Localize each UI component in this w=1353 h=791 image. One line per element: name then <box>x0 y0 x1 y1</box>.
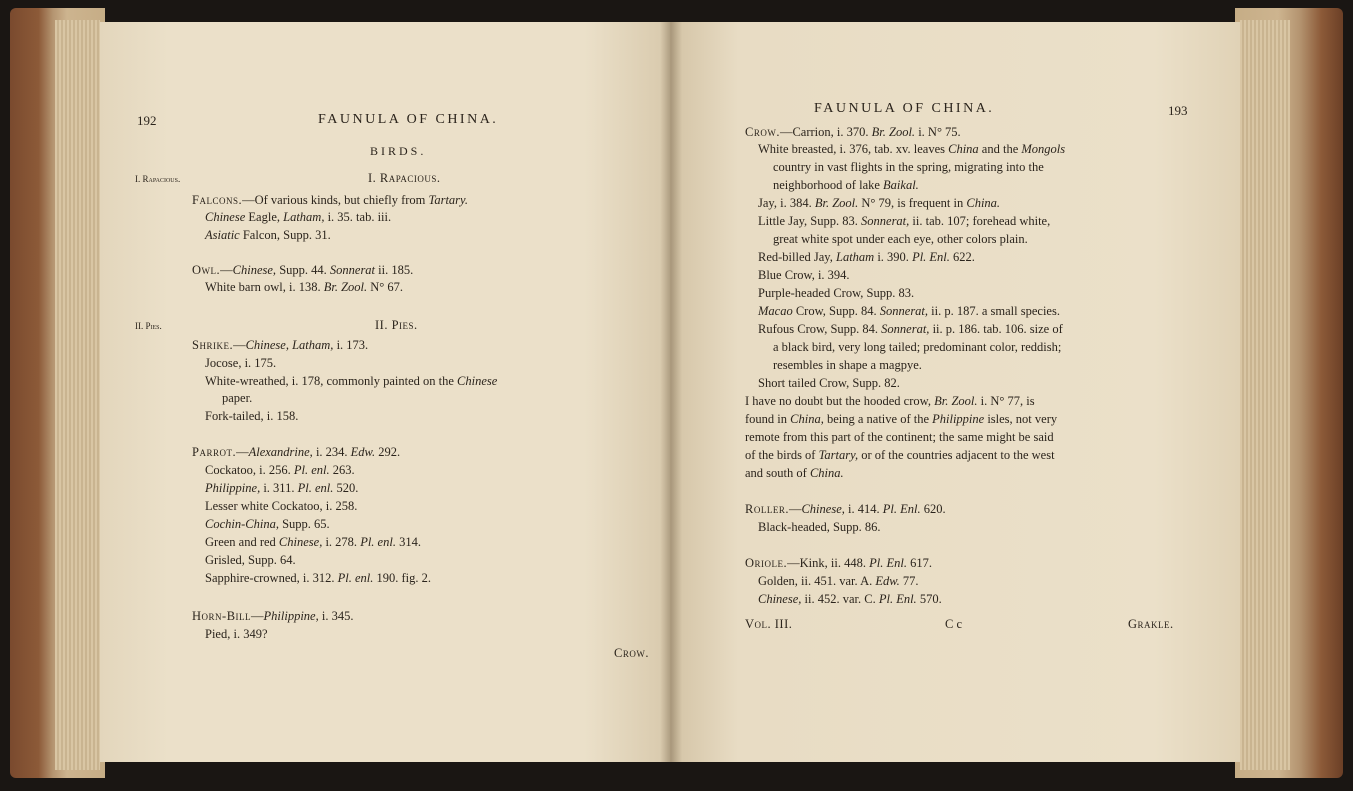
text-line: Grisled, Supp. 64. <box>205 553 296 567</box>
left-page-number: 192 <box>137 113 157 128</box>
side-note-rapacious: I. Rapacious. <box>135 174 181 184</box>
text-line: Shrike.—Chinese, Latham, i. 173. <box>192 338 369 352</box>
text-line: I have no doubt but the hooded crow, Br. Zool. i. N° 77, is <box>745 394 1035 408</box>
text-line: Macao Crow, Supp. 84. Sonnerat, ii. p. 187. a small species. <box>758 304 1060 318</box>
right-catchword: Grakle. <box>1128 617 1174 631</box>
text-line: Golden, ii. 451. var. A. Edw. 77. <box>758 574 919 588</box>
text-line: Asiatic Falcon, Supp. 31. <box>205 228 331 242</box>
text-line: Little Jay, Supp. 83. Sonnerat, ii. tab. 107; forehead white, <box>758 214 1051 228</box>
text-line: White barn owl, i. 138. Br. Zool. N° 67. <box>205 280 404 294</box>
text-line: Purple-headed Crow, Supp. 83. <box>758 286 915 300</box>
text-line: Cochin-China, Supp. 65. <box>205 517 330 531</box>
text-line: Parrot.—Alexandrine, i. 234. Edw. 292. <box>192 445 401 459</box>
text-line: Falcons.—Of various kinds, but chiefly from Tartary. <box>192 193 469 207</box>
text-line: White breasted, i. 376, tab. xv. leaves China and the Mongols <box>758 142 1066 156</box>
text-line: Jocose, i. 175. <box>205 356 277 370</box>
text-line: neighborhood of lake Baikal. <box>773 178 919 192</box>
volume-footer: Vol. III. <box>745 617 793 631</box>
text-line: Crow.—Carrion, i. 370. Br. Zool. i. N° 75. <box>745 125 961 139</box>
right-page-stack <box>1240 20 1290 770</box>
book-gutter <box>660 22 682 762</box>
text-line: and south of China. <box>745 466 844 480</box>
text-line: Short tailed Crow, Supp. 82. <box>758 376 900 390</box>
text-line: resembles in shape a magpye. <box>773 358 922 372</box>
text-line: country in vast flights in the spring, migrating into the <box>773 160 1044 174</box>
section-title: BIRDS. <box>370 144 427 158</box>
text-line: Pied, i. 349? <box>205 627 268 641</box>
right-page-number: 193 <box>1168 103 1188 118</box>
text-line: Horn-Bill—Philippine, i. 345. <box>192 609 354 623</box>
text-line: Lesser white Cockatoo, i. 258. <box>205 499 358 513</box>
text-line: Jay, i. 384. Br. Zool. N° 79, is frequent in China. <box>758 196 1001 210</box>
text-line: a black bird, very long tailed; predominant color, reddish; <box>773 340 1062 354</box>
text-line: Blue Crow, i. 394. <box>758 268 850 282</box>
text-line: remote from this part of the continent; the same might be said <box>745 430 1054 444</box>
text-line: Rufous Crow, Supp. 84. Sonnerat, ii. p. 186. tab. 106. size of <box>758 322 1063 336</box>
text-line: found in China, being a native of the Philippine isles, not very <box>745 412 1058 426</box>
text-line: paper. <box>222 391 253 405</box>
text-line: Chinese Eagle, Latham, i. 35. tab. iii. <box>205 210 392 224</box>
left-catchword: Crow. <box>614 646 649 660</box>
text-line: White-wreathed, i. 178, commonly painted on the Chinese <box>205 374 498 388</box>
text-line: Sapphire-crowned, i. 312. Pl. enl. 190. fig. 2. <box>205 571 432 585</box>
text-line: Black-headed, Supp. 86. <box>758 520 881 534</box>
text-line: Green and red Chinese, i. 278. Pl. enl. 314. <box>205 535 421 549</box>
side-note-pies: II. Pies. <box>135 321 162 331</box>
heading-rapacious: I. Rapacious. <box>368 171 441 185</box>
left-running-head: FAUNULA OF CHINA. <box>318 112 499 127</box>
signature-mark: C c <box>945 617 963 631</box>
heading-pies: II. Pies. <box>375 318 418 332</box>
left-page-stack <box>55 20 100 770</box>
text-line: great white spot under each eye, other colors plain. <box>773 232 1028 246</box>
text-line: Fork-tailed, i. 158. <box>205 409 299 423</box>
text-line: Red-billed Jay, Latham i. 390. Pl. Enl. 622. <box>758 250 975 264</box>
text-line: Oriole.—Kink, ii. 448. Pl. Enl. 617. <box>745 556 932 570</box>
text-line: Chinese, ii. 452. var. C. Pl. Enl. 570. <box>758 592 942 606</box>
text-line: Cockatoo, i. 256. Pl. enl. 263. <box>205 463 355 477</box>
left-page <box>100 22 670 762</box>
text-line: Philippine, i. 311. Pl. enl. 520. <box>205 481 359 495</box>
text-line: Roller.—Chinese, i. 414. Pl. Enl. 620. <box>745 502 946 516</box>
text-line: of the birds of Tartary, or of the countries adjacent to the west <box>745 448 1055 462</box>
text-line: Owl.—Chinese, Supp. 44. Sonnerat ii. 185. <box>192 263 414 277</box>
right-running-head: FAUNULA OF CHINA. <box>814 101 995 116</box>
